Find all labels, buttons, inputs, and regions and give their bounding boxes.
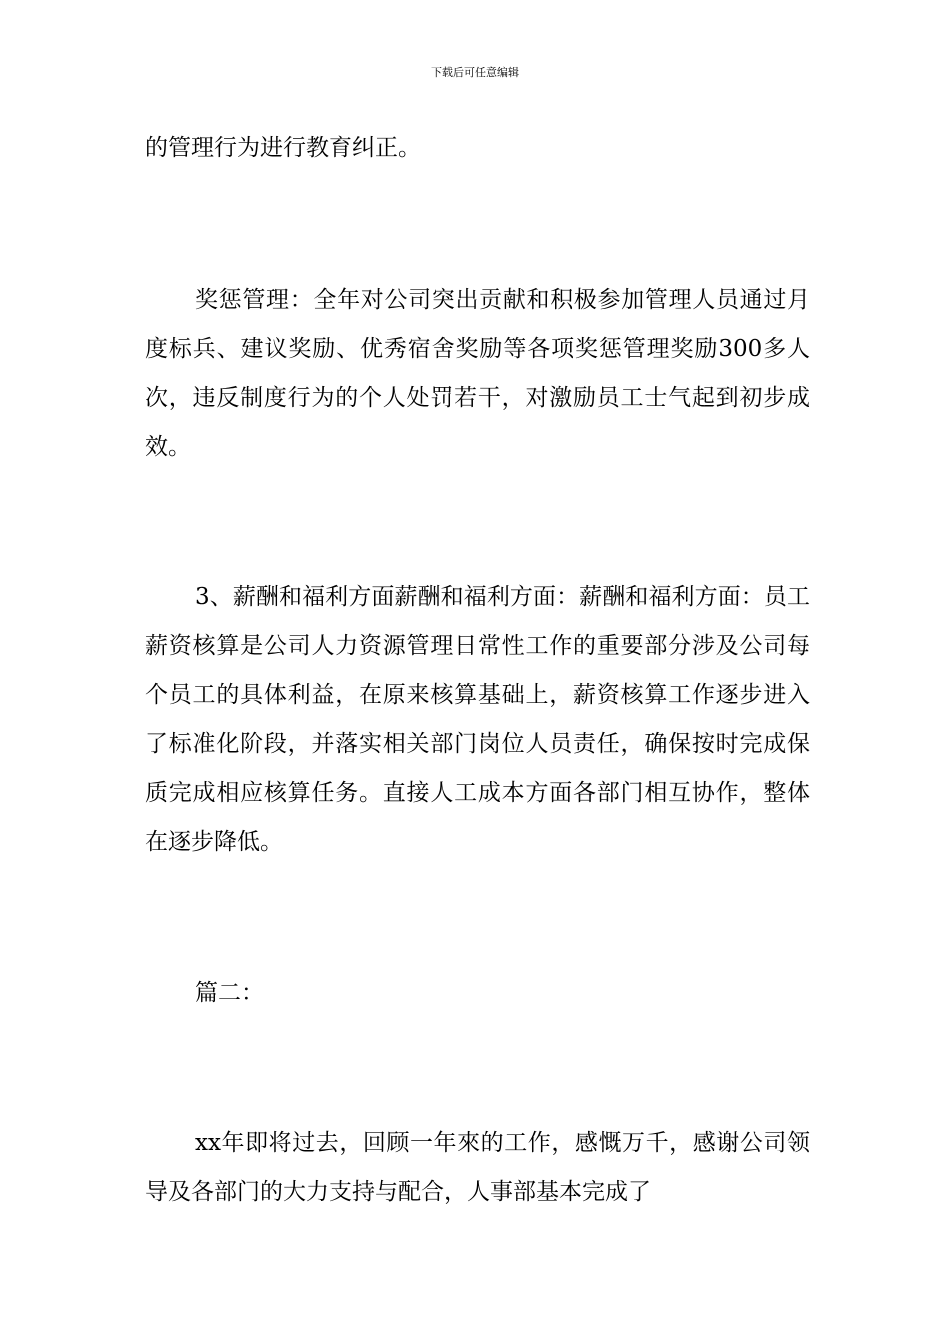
paragraph-salary-benefits: 3、薪酬和福利方面薪酬和福利方面：薪酬和福利方面：员工薪资核算是公司人力资源管理日常性工作的重要部分涉及公司每个员工的具体利益，在原来核算基础上，薪资核算工作逐步进入了标准化阶段，并落实相关部门岗位人员责任，确保按时完成保质完成相应核算任务。直接人工成本方面各部门相互协作，整体在逐步降低。 <box>145 584 810 855</box>
paragraph-year-review: xx年即将过去，回顾一年來的工作，感慨万千，感谢公司领导及各部门的大力支持与配合，人事部基本完成了 <box>145 1130 810 1205</box>
paragraph-continuation: 的管理行为进行教育纠正。 <box>145 135 421 161</box>
page-header: 下载后可任意编辑 <box>431 66 519 79</box>
paragraph-rewards-penalties: 奖惩管理：全年对公司突出贡献和积极参加管理人员通过月度标兵、建议奖励、优秀宿舍奖励等各项奖惩管理奖励300多人次，违反制度行为的个人处罚若干，对激励员工士气起到初步成效。 <box>145 287 810 460</box>
section-heading-part-two: 篇二： <box>195 980 264 1006</box>
